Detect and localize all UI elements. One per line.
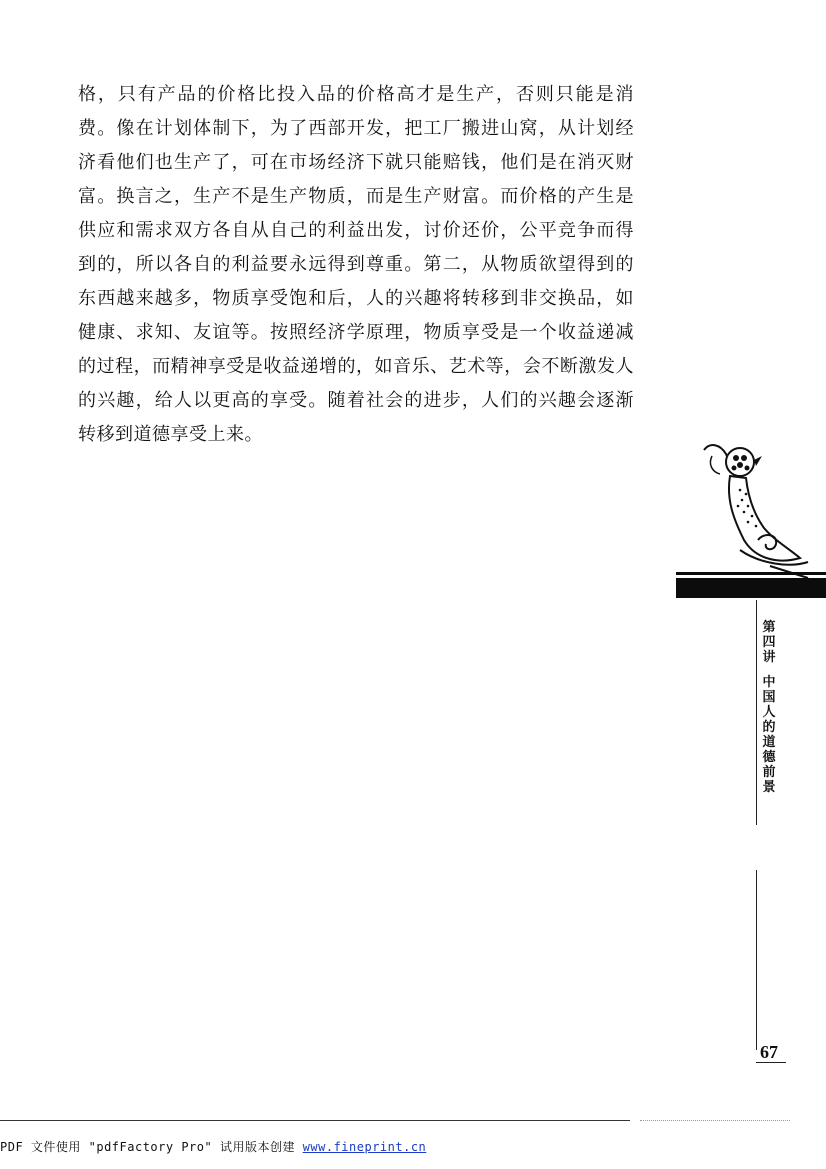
body-line: 济看他们也生产了，可在市场经济下就只能赔钱，他们是在消灭财 (78, 152, 634, 173)
footer-rule (0, 1120, 630, 1121)
body-line: 的兴趣，给人以更高的享受。随着社会的进步，人们的兴趣会逐渐 (78, 390, 634, 411)
footer-watermark (0, 1138, 426, 1155)
body-line: 到的，所以各自的利益要永远得到尊重。第二，从物质欲望得到的 (78, 254, 634, 275)
footer-link[interactable]: www.fineprint.cn (302, 1140, 427, 1154)
body-line: 格，只有产品的价格比投入品的价格高才是生产，否则只能是消 (78, 84, 634, 105)
sidebar-rule (756, 600, 757, 825)
page-number: 67 (760, 1042, 778, 1062)
lecture-number: 第四讲 (762, 620, 776, 665)
sidebar-rule (756, 870, 757, 1050)
body-line: 费。像在计划体制下，为了西部开发，把工厂搬进山窝，从计划经 (78, 118, 634, 139)
body-line: 富。换言之，生产不是生产物质，而是生产财富。而价格的产生是 (78, 186, 634, 207)
chapter-title (760, 620, 778, 795)
lecture-title: 中国人的道德前景 (762, 675, 776, 795)
divider-thin (676, 572, 826, 575)
divider-thick (676, 578, 826, 598)
page-number-rule (756, 1062, 786, 1063)
decorative-bird-ornament (700, 440, 810, 580)
footer-prefix: PDF 文件使用 "pdfFactory Pro" 试用版本创建 (0, 1140, 303, 1154)
body-line: 转移到道德享受上来。 (78, 424, 263, 445)
body-text (78, 78, 634, 452)
body-line: 健康、求知、友谊等。按照经济学原理，物质享受是一个收益递减 (78, 322, 634, 343)
body-line: 供应和需求双方各自从自己的利益出发，讨价还价，公平竞争而得 (78, 220, 634, 241)
body-line: 的过程，而精神享受是收益递增的，如音乐、艺术等，会不断激发人 (78, 356, 634, 377)
footer-dots (640, 1120, 790, 1122)
body-line: 东西越来越多，物质享受饱和后，人的兴趣将转移到非交换品，如 (78, 288, 634, 309)
